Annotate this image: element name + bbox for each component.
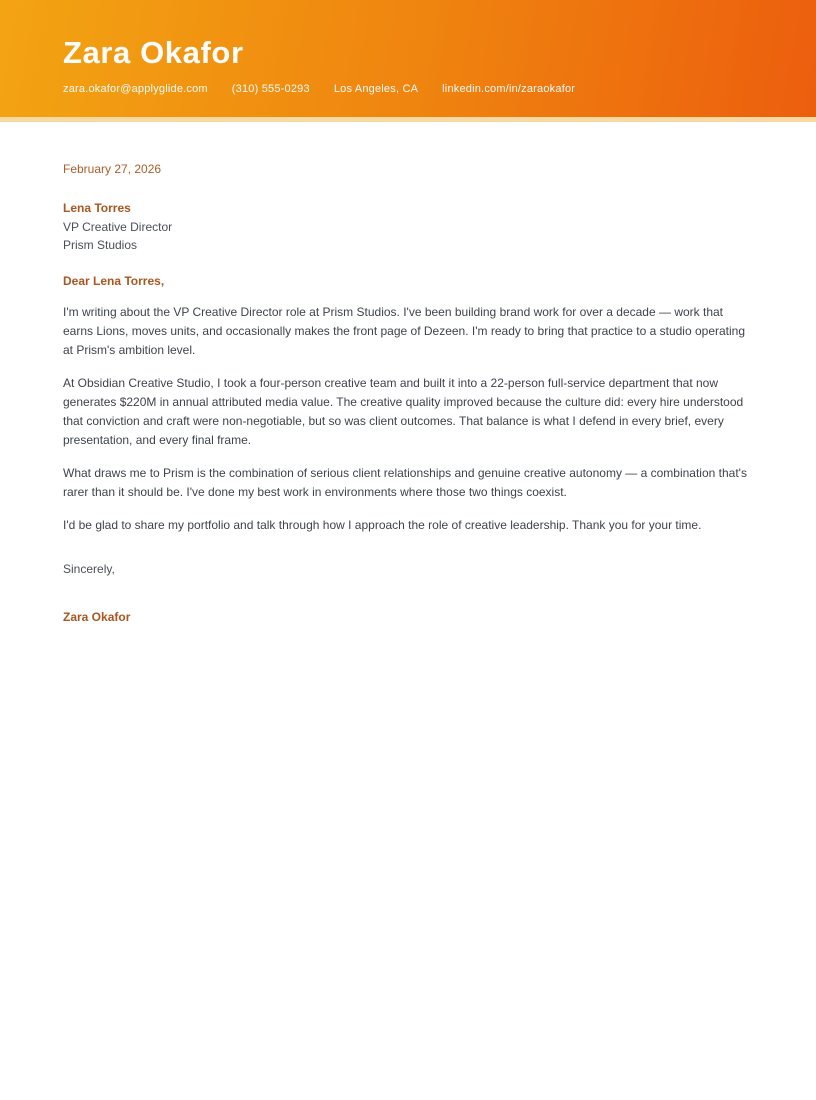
recipient-title: VP Creative Director [63,219,173,234]
contact-phone: (310) 555-0293 [231,83,310,96]
contact-email: zara.okafor@applyglide.com [63,83,208,96]
paragraph-1: I'm writing about the VP Creative Director role at Prism Studios. I've been building brand work for over a decade — work that earns Lions, moves units, and occasionally makes the front page of Dezeen. I'm ready to bring that practice to a studio operating at Prism's ambition level. [63,304,746,357]
paragraph-3: What draws me to Prism is the combination of serious client relationships and genuine creative autonomy — a combination that's rarer than it should be. I've done my best work in environments where those two things coexist. [63,465,747,499]
contact-location: Los Angeles, CA [333,83,419,96]
salutation: Dear Lena Torres, [63,273,165,288]
recipient-company: Prism Studios [63,238,138,252]
page-title: Zara Okafor [63,35,244,70]
recipient-name: Lena Torres [63,201,131,215]
letter-body [0,122,816,627]
closing: Sincerely, [63,561,115,576]
paragraph-4: I'd be glad to share my portfolio and talk through how I approach the role of creative leadership. Thank you for your time. [63,517,702,532]
paragraph-2: At Obsidian Creative Studio, I took a four-person creative team and built it into a 22-person full-service department that now generates $220M in annual attributed media value. The creative quality improved because the culture did: every hire understood that conviction and craft were non-negotiable, but so was client outcomes. That balance is what I defend in every brief, every presentation, and every final frame. [63,375,744,447]
letter-header [0,0,816,117]
contact-row [63,83,753,95]
letter-date: February 27, 2026 [63,162,162,176]
signature-name: Zara Okafor [63,609,131,624]
recipient-block [63,199,753,255]
contact-linkedin: linkedin.com/in/zaraokafor [442,83,576,96]
